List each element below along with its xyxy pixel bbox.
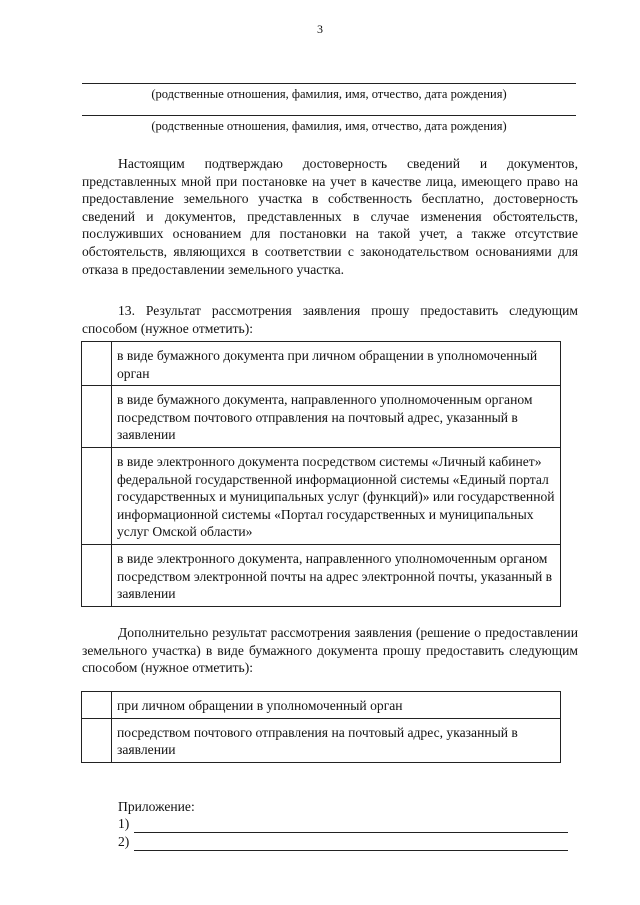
relative-caption-1: (родственные отношения, фамилия, имя, отчество, дата рождения): [151, 87, 507, 101]
appendix-fill-line-2[interactable]: [134, 850, 568, 851]
result-option-row: [82, 544, 561, 606]
section-13-paragraph: 13. Результат рассмотрения заявления прошу предоставить следующим способом (нужное отметить):: [82, 303, 578, 336]
result-option-checkbox[interactable]: [82, 386, 112, 448]
additional-option-checkbox[interactable]: [82, 718, 112, 762]
result-option-row: [82, 386, 561, 448]
appendix-item-number: 2): [118, 834, 130, 849]
result-method-table: [81, 341, 561, 607]
confirmation-paragraph: Настоящим подтверждаю достоверность сведений и документов, представленных мной при постановке на учет в качестве лица, имеющего право на предоставление земельного участка в собственность бесплатно, достоверность сведений и документов, представленных в случае изменения обстоятельств, послуживших основанием для постановки на такой учет, а также отсутствие обстоятельств, являющихся в соответствии с законодательством основаниями для отказа в предоставлении земельного участка.: [82, 156, 578, 277]
result-option-checkbox[interactable]: [82, 447, 112, 544]
additional-option-row: [82, 692, 561, 719]
result-option-row: [82, 447, 561, 544]
result-option-text: в виде бумажного документа, направленного уполномоченным органом посредством почтового отправления на почтовый адрес, указанный в заявлении: [112, 386, 561, 448]
appendix-label: Приложение:: [118, 799, 195, 814]
result-option-text: в виде бумажного документа при личном обращении в уполномоченный орган: [112, 342, 561, 386]
appendix-item-number: 1): [118, 816, 130, 831]
result-option-text: в виде электронного документа посредством системы «Личный кабинет» федеральной государственной информационной системы «Единый портал государственных и муниципальных услуг (функций)» или государственной информационной системы «Портал государственных и муниципальных услуг Омской области»: [112, 447, 561, 544]
result-option-row: [82, 342, 561, 386]
additional-option-row: [82, 718, 561, 762]
additional-paragraph: Дополнительно результат рассмотрения заявления (решение о предоставлении земельного участка) в виде бумажного документа прошу предоставить следующим способом (нужное отметить):: [82, 625, 578, 676]
page-number: 3: [317, 22, 323, 36]
appendix-fill-line-1[interactable]: [134, 832, 568, 833]
relative-fill-line-2[interactable]: [82, 115, 576, 116]
result-option-checkbox[interactable]: [82, 342, 112, 386]
additional-method-table: [81, 691, 561, 763]
result-option-text: в виде электронного документа, направленного уполномоченным органом посредством электронной почты на адрес электронной почты, указанный в заявлении: [112, 544, 561, 606]
result-option-checkbox[interactable]: [82, 544, 112, 606]
additional-option-checkbox[interactable]: [82, 692, 112, 719]
additional-option-text: посредством почтового отправления на почтовый адрес, указанный в заявлении: [112, 718, 561, 762]
additional-option-text: при личном обращении в уполномоченный орган: [112, 692, 561, 719]
relative-fill-line-1[interactable]: [82, 83, 576, 84]
relative-caption-2: (родственные отношения, фамилия, имя, отчество, дата рождения): [151, 119, 507, 133]
